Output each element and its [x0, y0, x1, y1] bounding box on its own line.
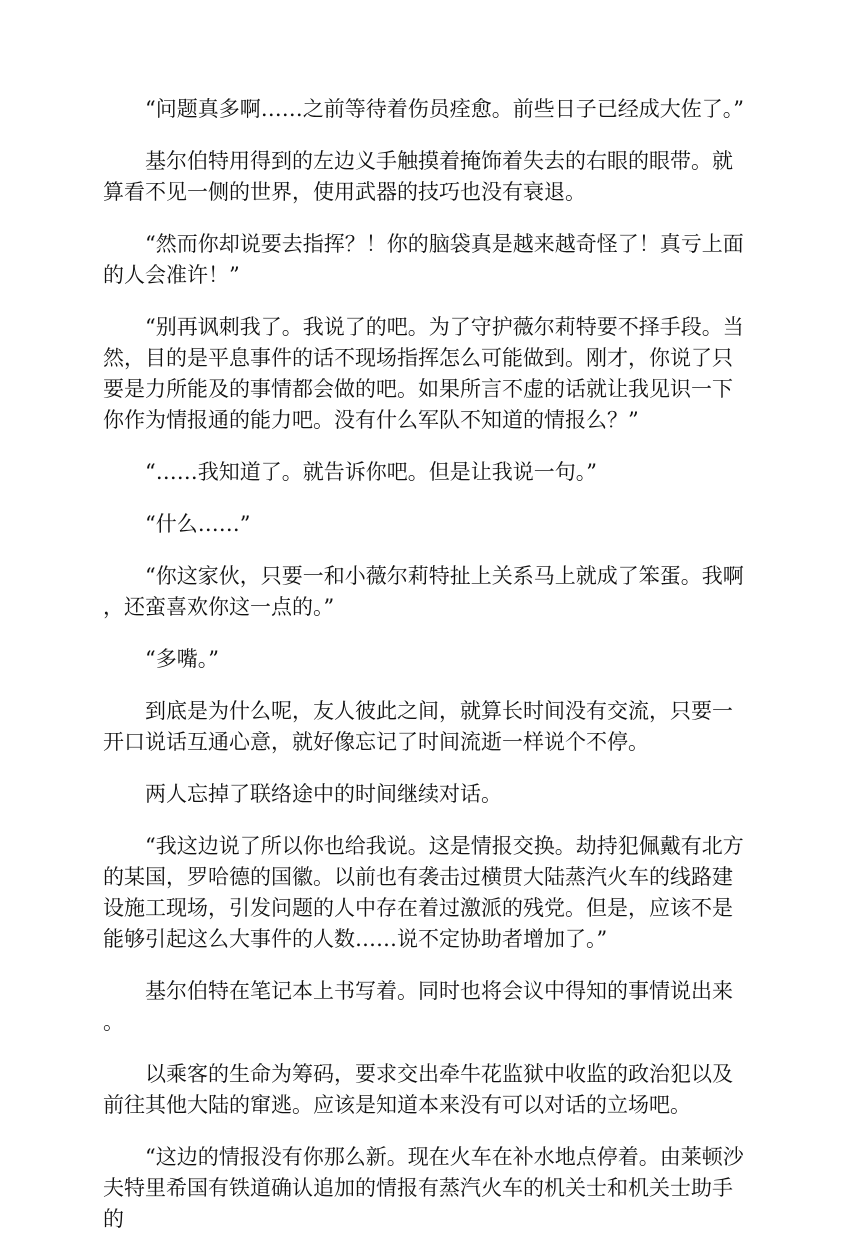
paragraph: 基尔伯特用得到的左边义手触摸着掩饰着失去的右眼的眼带。就算看不见一侧的世界，使用武器的技巧也没有衰退。	[103, 149, 733, 204]
paragraph: “什么……”	[145, 512, 251, 536]
paragraph: “问题真多啊……之前等待着伤员痊愈。前些日子已经成大佐了。”	[145, 97, 744, 121]
paragraph: “我这边说了所以你也给我说。这是情报交换。劫持犯佩戴有北方的某国，罗哈德的国徽。以前也有袭击过横贯大陆蒸汽火车的线路建设施工现场，引发问题的人中存在着过激派的残党。但是，应该不是能够引起这么大事件的人数……说不定协助者增加了。”	[103, 834, 744, 951]
paragraph: “……我知道了。就告诉你吧。但是让我说一句。”	[145, 460, 597, 484]
paragraph: 基尔伯特在笔记本上书写着。同时也将会议中得知的事情说出来。	[103, 979, 733, 1034]
paragraph: “这边的情报没有你那么新。现在火车在补水地点停着。由莱顿沙夫特里希国有铁道确认追加的情报有蒸汽火车的机关士和机关士助手的	[103, 1145, 744, 1231]
paragraph: “然而你却说要去指挥？！你的脑袋真是越来越奇怪了！真亏上面的人会准许！”	[103, 232, 744, 287]
paragraph: 两人忘掉了联络途中的时间继续对话。	[145, 782, 502, 806]
paragraph: “别再讽刺我了。我说了的吧。为了守护薇尔莉特要不择手段。当然，目的是平息事件的话不现场指挥怎么可能做到。刚才，你说了只要是力所能及的事情都会做的吧。如果所言不虚的话就让我见识一下你作为情报通的能力吧。没有什么军队不知道的情报么？”	[103, 315, 744, 432]
paragraph: 以乘客的生命为筹码，要求交出牵牛花监狱中收监的政治犯以及前往其他大陆的窜逃。应该是知道本来没有可以对话的立场吧。	[103, 1062, 733, 1117]
document-body	[103, 94, 751, 1256]
paragraph: “你这家伙，只要一和小薇尔莉特扯上关系马上就成了笨蛋。我啊，还蛮喜欢你这一点的。”	[103, 564, 744, 619]
paragraph: 到底是为什么呢，友人彼此之间，就算长时间没有交流，只要一开口说话互通心意，就好像忘记了时间流逝一样说个不停。	[103, 699, 733, 754]
paragraph: “多嘴。”	[145, 647, 219, 671]
